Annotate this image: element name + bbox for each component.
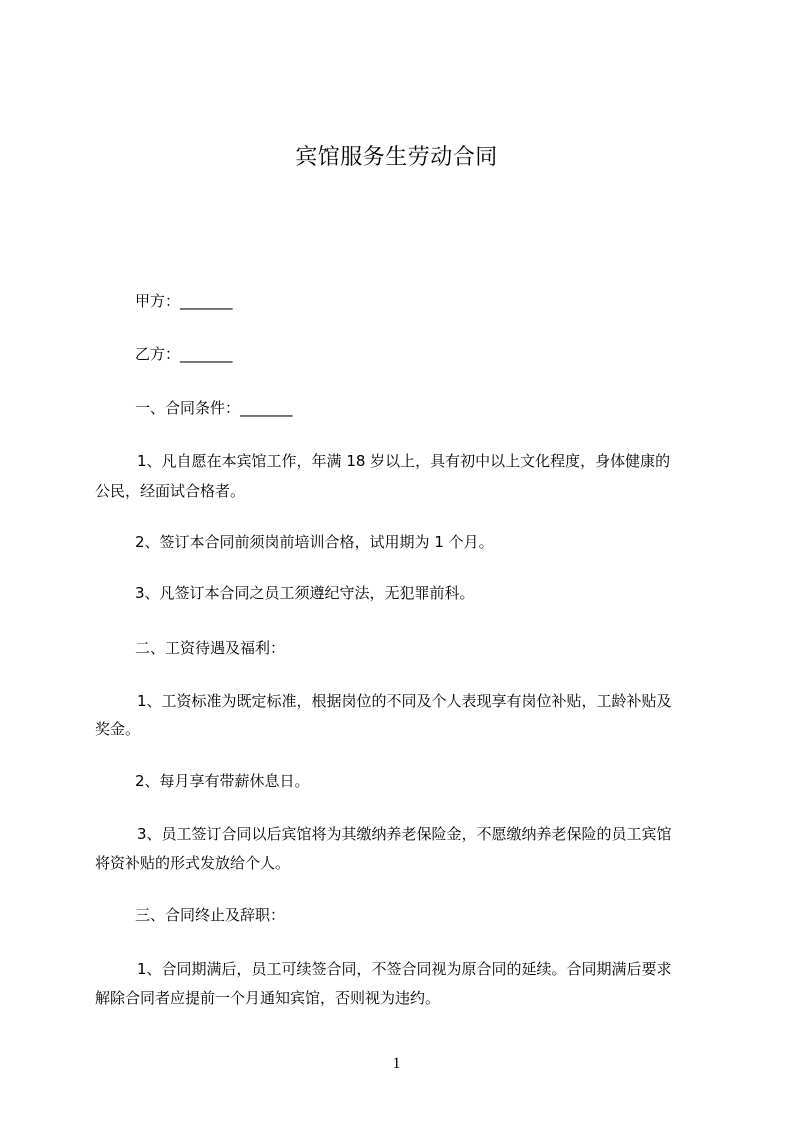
section-1-item-1-line-2: 公民，经面试合格者。 xyxy=(95,482,246,500)
section-2-heading: 二、工资待遇及福利： xyxy=(135,639,286,657)
party-a-line: 甲方：_______ xyxy=(135,292,233,310)
page-number: 1 xyxy=(392,1055,401,1072)
section-1-item-1-line-1: 1、凡自愿在本宾馆工作，年满 18 岁以上，具有初中以上文化程度，身体健康的 xyxy=(137,452,671,470)
party-b-line: 乙方：_______ xyxy=(135,345,233,363)
section-2-item-1-line-2: 奖金。 xyxy=(95,720,141,738)
section-2-item-3-line-1: 3、员工签订合同以后宾馆将为其缴纳养老保险金，不愿缴纳养老保险的员工宾馆 xyxy=(137,825,672,843)
section-3-item-1-line-1: 1、合同期满后，员工可续签合同，不签合同视为原合同的延续。合同期满后要求 xyxy=(137,960,672,978)
section-2-item-3-line-2: 将资补贴的形式发放给个人。 xyxy=(95,854,291,872)
section-1-item-3: 3、凡签订本合同之员工须遵纪守法，无犯罪前科。 xyxy=(135,584,475,602)
document-title: 宾馆服务生劳动合同 xyxy=(295,145,498,170)
section-1-heading: 一、合同条件：_______ xyxy=(135,399,293,417)
section-3-heading: 三、合同终止及辞职： xyxy=(135,906,286,924)
section-2-item-1-line-1: 1、工资标准为既定标准，根据岗位的不同及个人表现享有岗位补贴，工龄补贴及 xyxy=(137,692,672,710)
section-1-item-2: 2、签订本合同前须岗前培训合格，试用期为 1 个月。 xyxy=(135,533,494,551)
section-2-item-2: 2、每月享有带薪休息日。 xyxy=(135,772,310,790)
section-3-item-1-line-2: 解除合同者应提前一个月通知宾馆，否则视为违约。 xyxy=(95,989,441,1007)
